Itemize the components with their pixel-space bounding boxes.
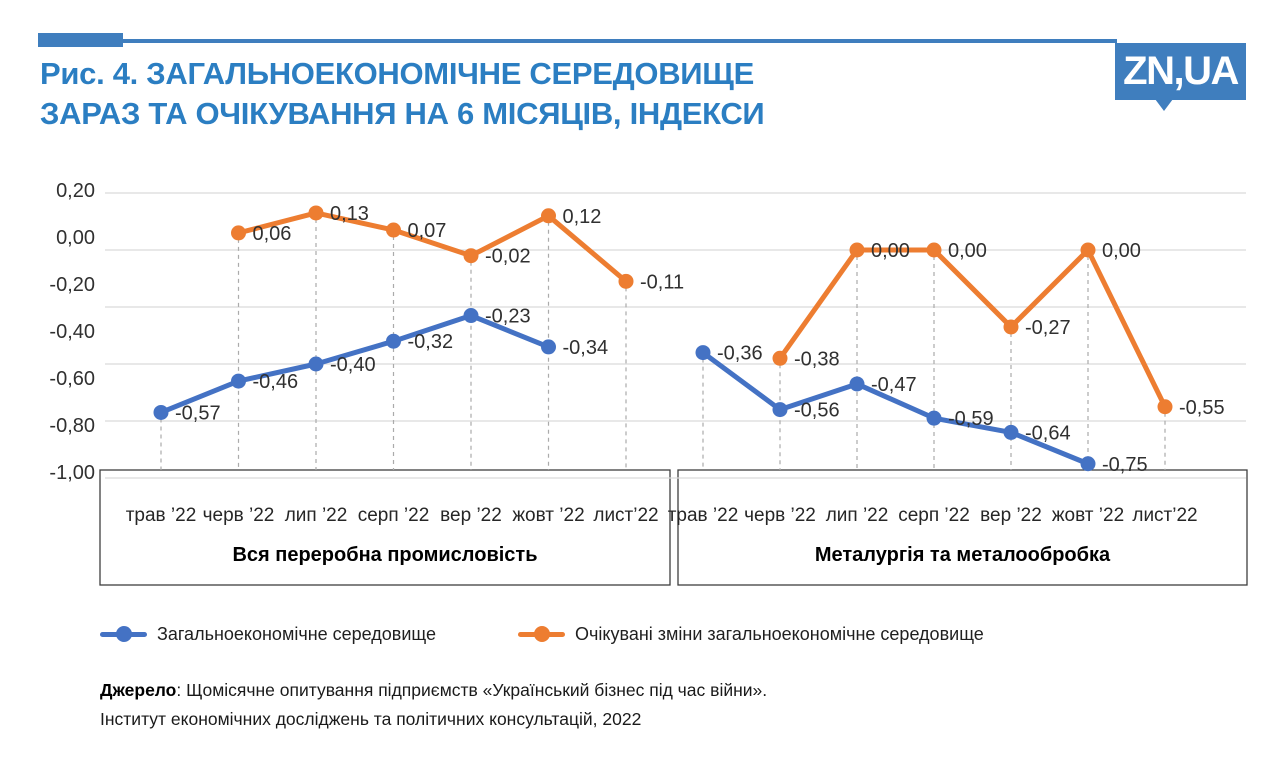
data-point-expected: [619, 274, 634, 289]
data-point-current: [541, 339, 556, 354]
data-point-current: [309, 357, 324, 372]
series-line-current: [703, 353, 1088, 464]
legend-marker-current: [100, 632, 147, 637]
data-label: 0,06: [252, 222, 292, 245]
znua-logo-text: ZN,UA: [1123, 49, 1238, 93]
data-point-current: [464, 308, 479, 323]
data-point-expected: [927, 243, 942, 258]
data-label: -0,40: [330, 354, 376, 376]
x-tick-label: серп ’22: [898, 505, 970, 526]
znua-logo-tail: [1155, 99, 1173, 111]
data-point-current: [773, 402, 788, 417]
data-point-current: [231, 374, 246, 389]
data-label: 0,07: [407, 220, 447, 243]
data-point-expected: [231, 225, 246, 240]
data-label: -0,02: [485, 245, 531, 268]
source-note: [100, 676, 860, 733]
data-point-expected: [1004, 319, 1019, 334]
data-point-current: [696, 345, 711, 360]
y-tick-label: 0,20: [56, 180, 95, 202]
data-point-current: [850, 376, 865, 391]
data-label: 0,13: [330, 202, 369, 225]
x-tick-label: вер ’22: [440, 505, 502, 526]
source-label: Джерело: [100, 680, 177, 700]
legend-label-expected: Очікувані зміни загальноекономічне середовище: [575, 623, 984, 644]
legend-label-current: Загальноекономічне середовище: [157, 623, 437, 644]
y-tick-label: 0,00: [56, 227, 95, 249]
data-label: -0,59: [948, 408, 994, 431]
data-label: -0,38: [794, 348, 840, 371]
x-tick-label: лист’22: [593, 505, 659, 526]
x-tick-label: лип ’22: [825, 505, 889, 526]
data-point-expected: [1158, 399, 1173, 414]
legend-item-expected: [518, 621, 984, 647]
x-tick-label: жовт ’22: [512, 505, 585, 526]
data-label: 0,00: [871, 240, 910, 262]
panel-title: Металургія та металообробка: [814, 544, 1111, 566]
y-tick-label: -1,00: [49, 462, 95, 484]
x-tick-label: жовт ’22: [1051, 505, 1125, 526]
data-label: -0,34: [562, 336, 609, 359]
x-tick-label: лип ’22: [284, 505, 348, 526]
data-point-current: [386, 334, 401, 349]
data-label: -0,27: [1025, 316, 1071, 339]
accent-line: [122, 39, 1117, 43]
data-point-expected: [386, 223, 401, 238]
data-point-expected: [773, 351, 788, 366]
data-label: -0,32: [407, 331, 454, 354]
chart-canvas: [0, 160, 1280, 610]
data-label: -0,55: [1179, 396, 1225, 419]
znua-logo: [1115, 43, 1246, 100]
x-tick-label: трав ’22: [667, 505, 739, 526]
data-label: -0,11: [640, 271, 685, 294]
source-line1-rest: : Щомісячне опитування підприємств «Український бізнес під час війни».: [176, 680, 768, 700]
x-tick-label: вер ’22: [980, 505, 1042, 526]
legend-dot-expected: [534, 626, 550, 642]
legend-dot-current: [116, 626, 132, 642]
y-tick-label: -0,80: [49, 415, 95, 437]
x-tick-label: серп ’22: [357, 505, 430, 526]
accent-bar: [38, 33, 123, 47]
data-point-expected: [541, 208, 556, 223]
data-label: 0,00: [1102, 240, 1141, 262]
series-line-expected: [780, 250, 1165, 407]
page-title-line2: ЗАРАЗ ТА ОЧІКУВАННЯ НА 6 МІСЯЦІВ, ІНДЕКСИ: [40, 96, 765, 131]
data-label: -0,57: [175, 402, 221, 425]
data-point-current: [927, 411, 942, 426]
legend-marker-expected: [518, 632, 565, 637]
page-title: [40, 54, 764, 134]
data-point-expected: [464, 248, 479, 263]
data-point-expected: [850, 243, 865, 258]
y-tick-label: -0,40: [49, 321, 95, 343]
x-tick-label: черв ’22: [202, 505, 275, 526]
data-label: -0,46: [252, 371, 299, 394]
data-label: -0,75: [1102, 453, 1148, 476]
legend-item-current: [100, 621, 436, 647]
data-label: -0,56: [794, 399, 840, 422]
data-label: 0,00: [948, 240, 987, 262]
data-point-expected: [1081, 243, 1096, 258]
data-point-current: [154, 405, 169, 420]
source-line2: Інститут економічних досліджень та політичних консультацій, 2022: [100, 708, 642, 729]
data-label: -0,47: [871, 373, 917, 396]
data-point-current: [1004, 425, 1019, 440]
data-label: -0,36: [717, 342, 763, 365]
panel-title: Вся переробна промисловість: [232, 544, 538, 566]
data-point-current: [1081, 456, 1096, 471]
data-label: -0,64: [1025, 422, 1071, 445]
panel-box-1: [678, 470, 1247, 585]
panel-box-0: [100, 470, 670, 585]
x-tick-label: лист’22: [1132, 505, 1198, 526]
data-point-expected: [309, 205, 324, 220]
page-title-line1: Рис. 4. ЗАГАЛЬНОЕКОНОМІЧНЕ СЕРЕДОВИЩЕ: [40, 56, 754, 91]
y-tick-label: -0,20: [49, 274, 95, 296]
data-label: -0,23: [485, 305, 531, 328]
y-tick-label: -0,60: [49, 368, 95, 390]
x-tick-label: трав ’22: [125, 505, 197, 526]
x-tick-label: черв ’22: [744, 505, 816, 526]
data-label: 0,12: [562, 205, 602, 228]
source-line1: [100, 676, 860, 705]
